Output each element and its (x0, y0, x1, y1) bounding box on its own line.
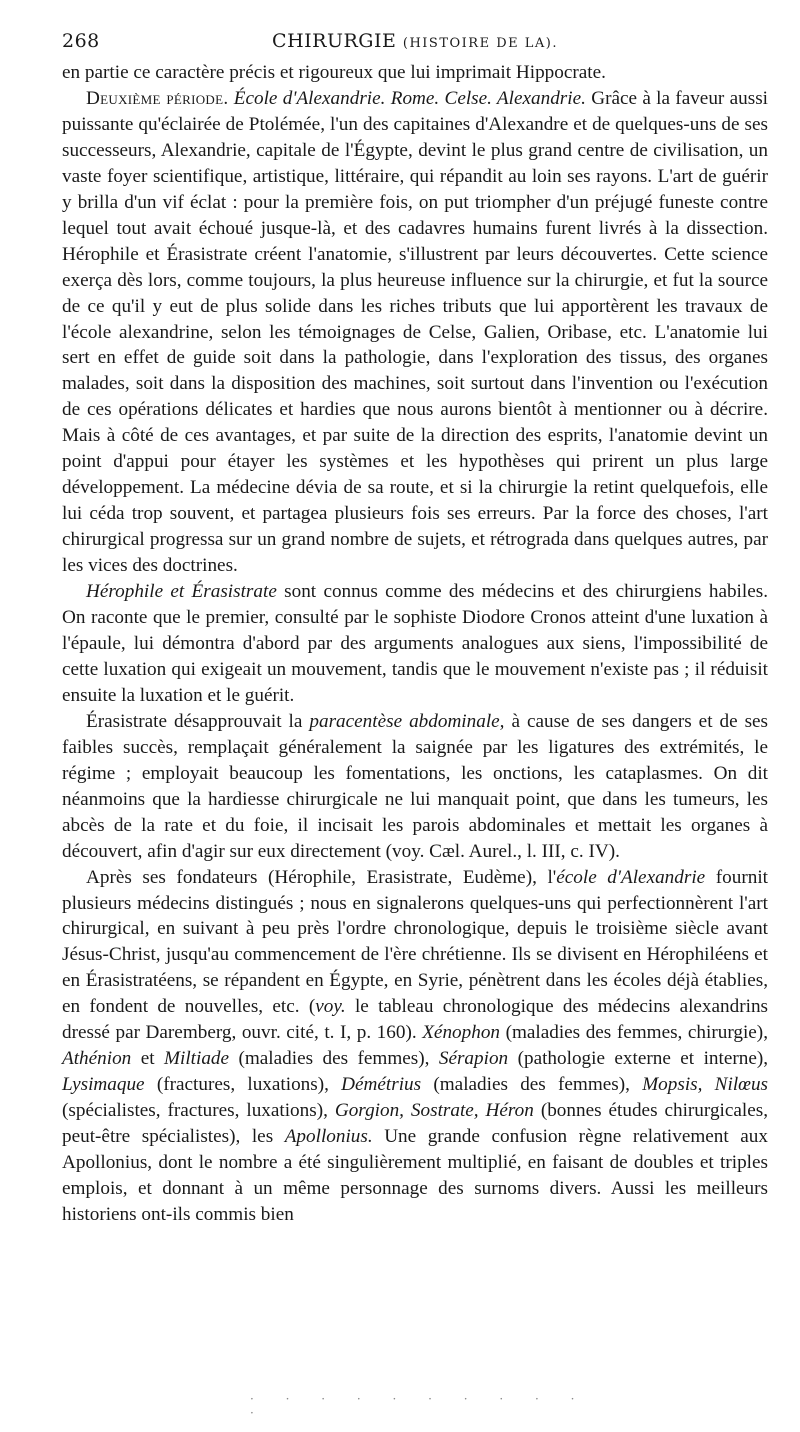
name-serapion: Sérapion (438, 1048, 509, 1070)
text-lysimaque: (fractures, luxations), (156, 1074, 329, 1096)
name-gorgion: Gorgion, Sostrate, Héron (334, 1100, 534, 1122)
name-apollonius: Apollonius. (284, 1126, 373, 1148)
paragraph-ecole-alexandrie (62, 865, 768, 1228)
erasistrate-text-a: Érasistrate désapprouvait la (86, 710, 303, 732)
paragraph-herophile (62, 579, 768, 709)
name-mopsis: Mopsis, Nilœus (642, 1074, 769, 1096)
ecole-text-a: Après ses fondateurs (Hérophile, Erasistrate, Eudème), l' (86, 866, 557, 888)
paragraph-erasistrate (62, 709, 768, 865)
paragraph-continuation: en partie ce caractère précis et rigoureux que lui imprimait Hippocrate. (62, 62, 606, 83)
text-mopsis: (spécialistes, fractures, luxations), (62, 1100, 328, 1122)
page (62, 30, 768, 1228)
herophile-title: Hérophile et Érasistrate (86, 581, 277, 603)
ecole-text-c: fournit plusieurs médecins distingués ; nous en signalerons quelques-uns qui perfectionnèrent l'art chirurgical, en suivant à peu près l'ordre chronologique, depuis le troisième siècle avant Jésus-Christ, jusqu'au commencement de l'ère chrétienne. Ils se divisent en Hérophiléens et en Érasistratéens, se répandent en Égypte, en Syrie, pénètrent dans les écoles déjà établies, en fondent de nouvelles, etc. ( (62, 866, 768, 1018)
text-serapion: (pathologie externe et interne), (517, 1048, 769, 1070)
paragraph-deuxieme-periode (62, 86, 768, 579)
running-header (62, 30, 768, 60)
name-xenophon: Xénophon (422, 1022, 501, 1044)
name-demetrius: Démétrius (341, 1074, 422, 1096)
ecole-voy: voy. (315, 996, 346, 1018)
erasistrate-term: paracentèse abdominale, (309, 710, 505, 732)
page-number: 268 (62, 30, 100, 52)
section-text: Grâce à la faveur aussi puissante qu'éclairée de Ptolémée, l'un des capitaines d'Alexandre et de quelques-uns de ses successeurs, Alexandrie, capitale de l'Égypte, devint le plus grand centre de civilisation, un vaste foyer scientifique, artistique, littéraire, qui répandit au loin ses rayons. L'art de guérir y brilla d'un vif éclat : pour la première fois, on put triompher d'un préjugé funeste contre lequel tout avait échoué jusque-là, et des cadavres humains furent livrés à la dissection. Hérophile et Érasistrate créent l'anatomie, s'illustrent par leurs découvertes. Cette science exerça dès lors, comme toujours, la plus heureuse influence sur la chirurgie, et fut la source de ce qu'il y eut de plus solide dans les riches tributs que lui apportèrent les travaux de l'école alexandrine, selon les témoignages de Celse, Galien, Oribase, etc. L'anatomie lui sert en effet de guide soit dans la pathologie, dans l'exploration des tissus, des organes malades, soit dans la disposition des machines, soit surtout dans l'invention ou l'exécution de ces opérations délicates et hardies que nous aurons bientôt à mentionner ou à décrire. Mais à côté de ces avantages, et par suite de la direction des esprits, l'anatomie devint un point d'appui pour étayer les systèmes et les hypothèses qui prirent un plus large développement. La médecine dévia de sa route, et si la chirurgie la retint quelquefois, elle lui céda trop souvent, et partagea plusieurs fois ses erreurs. Par la force des choses, l'art chirurgical progressa sur un grand nombre de sujets, et rétrograda dans quelques autres, par les vices des doctrines. (62, 87, 768, 577)
running-title-main: CHIRURGIE (272, 30, 397, 52)
running-title (122, 30, 708, 52)
ecole-term: école d'Alexandrie (556, 866, 706, 888)
ecole-text-d: le tableau chronologique des médecins alexandrins dressé par Daremberg, ouvr. cité, t. I, p. 160). (62, 996, 769, 1044)
text-gorgion: (bonnes études chirurgicales, peut-être spécialistes), les (62, 1100, 769, 1148)
name-miltiade: Miltiade (164, 1048, 230, 1070)
section-title: École d'Alexandrie. Rome. Celse. Alexandrie. (233, 87, 586, 109)
name-athenion: Athénion (62, 1048, 132, 1070)
name-lysimaque: Lysimaque (62, 1074, 145, 1096)
erasistrate-text-c: à cause de ses dangers et de ses faibles succès, remplaçait généralement la saignée par les ligatures des extrémités, le régime ; employait beaucoup les fomentations, les onctions, les cataplasmes. On dit néanmoins que la hardiesse chirurgicale ne lui manquait point, que dans les tumeurs, les abcès de la rate et du foie, il incisait les parois abdominales et mettait les organes à découvert, afin d'agir sur eux directement (voy. Cæl. Aurel., l. III, c. IV). (62, 710, 769, 862)
text-demetrius: (maladies des femmes), (433, 1074, 630, 1096)
text-and: et (140, 1048, 155, 1070)
section-label: Deuxième période. (86, 87, 229, 109)
text-apollonius-end: Une grande confusion règne relativement aux Apollonius, dont le nombre a été singulièrement multiplié, en faisant de doubles et triples emplois, et donnant à un même personnage des surnoms divers. Aussi les meilleurs historiens ont-ils commis bien (62, 1126, 768, 1225)
herophile-text: sont connus comme des médecins et des chirurgiens habiles. On raconte que le premier, consulté par le sophiste Diodore Cronos atteint d'une luxation à l'épaule, lui démontra d'abord par des arguments analogues aux siens, l'impossibilité de cette luxation qui exigeait un mouvement, tandis que le mouvement n'existe pas ; il réduisit ensuite la luxation et le guérit. (62, 581, 768, 706)
text-xenophon: (maladies des femmes, chirurgie), (505, 1022, 768, 1044)
page-bottom-specks: · · · · · · · · · · · (250, 1392, 589, 1420)
body-text (62, 60, 768, 1228)
running-title-sub: (HISTOIRE DE LA). (402, 36, 558, 51)
text-miltiade: (maladies des femmes), (238, 1048, 430, 1070)
